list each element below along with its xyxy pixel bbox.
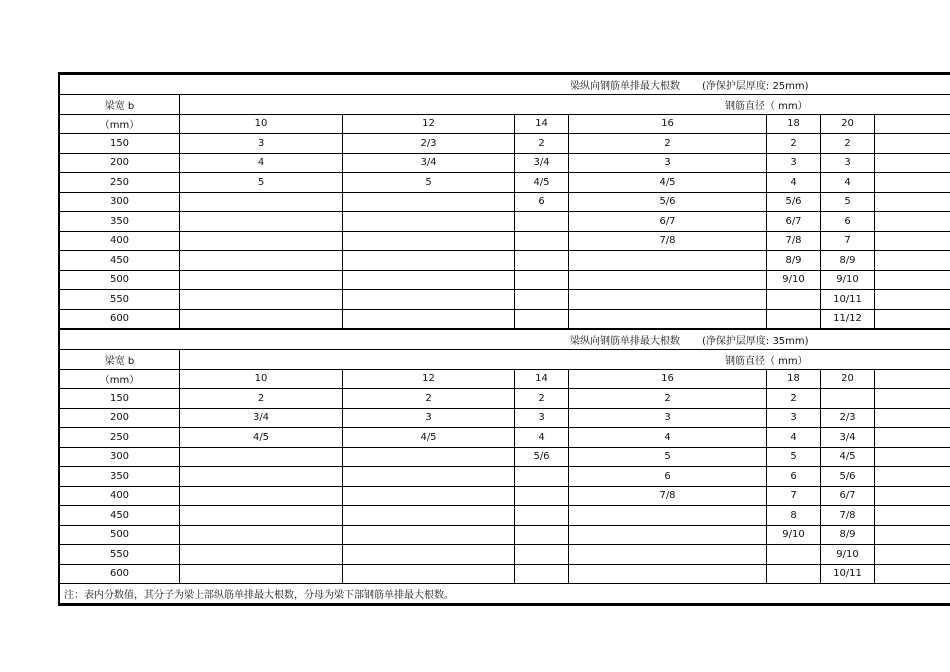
count-cell: 7/8 xyxy=(821,506,875,526)
count-cell: 4/5 xyxy=(821,447,875,467)
beam-width-cell: 400 xyxy=(60,486,180,506)
count-cell: 3 xyxy=(767,408,821,428)
table-row xyxy=(60,564,950,584)
empty-cell xyxy=(875,134,950,154)
count-cell xyxy=(767,309,821,329)
rebar-table xyxy=(59,74,950,604)
count-cell: 9/10 xyxy=(821,545,875,565)
table-row xyxy=(60,231,950,251)
table-note: 注：表内分数值，其分子为梁上部纵筋单排最大根数，分母为梁下部钢筋单排最大根数。 xyxy=(60,584,950,604)
count-cell xyxy=(569,525,767,545)
count-cell: 4/5 xyxy=(343,428,515,448)
count-cell: 3 xyxy=(180,134,343,154)
empty-cell xyxy=(875,369,950,389)
beam-width-cell: 600 xyxy=(60,309,180,329)
count-cell xyxy=(180,506,343,526)
table-row xyxy=(60,153,950,173)
count-cell: 9/10 xyxy=(767,270,821,290)
empty-cell xyxy=(875,231,950,251)
header-row xyxy=(60,350,950,370)
table-row xyxy=(60,134,950,154)
empty-cell xyxy=(875,251,950,271)
empty-cell xyxy=(875,153,950,173)
count-cell xyxy=(767,290,821,310)
diameter-header: 10 xyxy=(180,369,343,389)
count-cell xyxy=(515,486,569,506)
table-row xyxy=(60,545,950,565)
spreadsheet xyxy=(58,72,950,606)
beam-width-cell: 200 xyxy=(60,153,180,173)
beam-width-label: 梁宽 b xyxy=(60,95,180,115)
count-cell xyxy=(343,231,515,251)
count-cell xyxy=(515,290,569,310)
count-cell xyxy=(343,270,515,290)
count-cell: 4 xyxy=(515,428,569,448)
empty-cell xyxy=(875,290,950,310)
count-cell: 4/5 xyxy=(569,173,767,193)
count-cell: 3/4 xyxy=(515,153,569,173)
count-cell xyxy=(343,192,515,212)
section-title-row xyxy=(60,329,950,350)
empty-cell xyxy=(875,192,950,212)
count-cell xyxy=(343,251,515,271)
count-cell: 6 xyxy=(569,467,767,487)
table-row xyxy=(60,251,950,271)
count-cell: 4/5 xyxy=(515,173,569,193)
count-cell: 5 xyxy=(569,447,767,467)
diameter-header: 14 xyxy=(515,369,569,389)
empty-cell xyxy=(875,486,950,506)
beam-width-cell: 500 xyxy=(60,270,180,290)
count-cell xyxy=(343,486,515,506)
count-cell xyxy=(180,525,343,545)
count-cell xyxy=(343,290,515,310)
count-cell xyxy=(569,545,767,565)
count-cell: 8 xyxy=(767,506,821,526)
diameter-header: 20 xyxy=(821,369,875,389)
count-cell: 4 xyxy=(569,428,767,448)
count-cell xyxy=(180,486,343,506)
count-cell xyxy=(180,212,343,232)
count-cell xyxy=(569,270,767,290)
section-title xyxy=(60,329,950,350)
count-cell: 9/10 xyxy=(767,525,821,545)
empty-cell xyxy=(875,467,950,487)
count-cell: 2 xyxy=(767,134,821,154)
table-title: 梁纵向钢筋单排最大根数 xyxy=(570,81,680,92)
empty-cell xyxy=(875,309,950,329)
count-cell: 4/5 xyxy=(180,428,343,448)
count-cell: 5 xyxy=(821,192,875,212)
table-row xyxy=(60,173,950,193)
count-cell: 5 xyxy=(343,173,515,193)
beam-width-cell: 500 xyxy=(60,525,180,545)
diameter-header: 14 xyxy=(515,114,569,134)
count-cell xyxy=(569,506,767,526)
beam-width-cell: 250 xyxy=(60,173,180,193)
count-cell: 3/4 xyxy=(180,408,343,428)
empty-cell xyxy=(875,173,950,193)
count-cell xyxy=(180,447,343,467)
empty-cell xyxy=(875,114,950,134)
diameter-label: 钢筋直径（ mm） xyxy=(180,350,950,370)
table-row xyxy=(60,212,950,232)
count-cell: 7 xyxy=(821,231,875,251)
empty-cell xyxy=(875,506,950,526)
table-row xyxy=(60,408,950,428)
count-cell xyxy=(515,270,569,290)
table-row xyxy=(60,467,950,487)
count-cell: 7/8 xyxy=(569,486,767,506)
count-cell: 4 xyxy=(821,173,875,193)
count-cell: 2 xyxy=(343,389,515,409)
empty-cell xyxy=(875,270,950,290)
table-row xyxy=(60,309,950,329)
beam-width-cell: 350 xyxy=(60,212,180,232)
beam-width-cell: 550 xyxy=(60,545,180,565)
count-cell: 2/3 xyxy=(343,134,515,154)
count-cell: 2 xyxy=(515,134,569,154)
beam-width-cell: 550 xyxy=(60,290,180,310)
count-cell xyxy=(180,270,343,290)
beam-width-cell: 350 xyxy=(60,467,180,487)
beam-width-cell: 600 xyxy=(60,564,180,584)
count-cell xyxy=(569,564,767,584)
count-cell: 4 xyxy=(180,153,343,173)
cover-thickness: (净保护层厚度: 35mm) xyxy=(702,336,809,347)
count-cell xyxy=(180,231,343,251)
count-cell: 2/3 xyxy=(821,408,875,428)
count-cell: 6 xyxy=(821,212,875,232)
beam-width-label: 梁宽 b xyxy=(60,350,180,370)
count-cell: 8/9 xyxy=(821,251,875,271)
table-row xyxy=(60,447,950,467)
count-cell: 6 xyxy=(767,467,821,487)
count-cell: 6/7 xyxy=(569,212,767,232)
diameter-header: 18 xyxy=(767,369,821,389)
count-cell xyxy=(515,545,569,565)
count-cell: 8/9 xyxy=(821,525,875,545)
count-cell xyxy=(821,389,875,409)
count-cell: 7/8 xyxy=(569,231,767,251)
count-cell xyxy=(515,506,569,526)
count-cell xyxy=(515,467,569,487)
beam-width-cell: 150 xyxy=(60,389,180,409)
count-cell xyxy=(569,309,767,329)
count-cell: 5/6 xyxy=(821,467,875,487)
count-cell xyxy=(515,309,569,329)
count-cell: 10/11 xyxy=(821,290,875,310)
diameter-header: 20 xyxy=(821,114,875,134)
count-cell: 7/8 xyxy=(767,231,821,251)
table-row xyxy=(60,428,950,448)
count-cell: 5/6 xyxy=(569,192,767,212)
count-cell xyxy=(343,467,515,487)
count-cell xyxy=(343,545,515,565)
count-cell: 2 xyxy=(767,389,821,409)
count-cell: 5 xyxy=(180,173,343,193)
count-cell: 4 xyxy=(767,173,821,193)
count-cell: 7 xyxy=(767,486,821,506)
count-cell xyxy=(515,231,569,251)
count-cell: 2 xyxy=(821,134,875,154)
section-title xyxy=(60,75,950,95)
empty-cell xyxy=(875,408,950,428)
count-cell xyxy=(569,251,767,271)
count-cell: 5/6 xyxy=(515,447,569,467)
count-cell: 6 xyxy=(515,192,569,212)
count-cell xyxy=(180,564,343,584)
count-cell: 2 xyxy=(569,389,767,409)
header-row xyxy=(60,369,950,389)
count-cell: 3 xyxy=(569,153,767,173)
count-cell: 2 xyxy=(180,389,343,409)
count-cell: 3 xyxy=(821,153,875,173)
diameter-header: 12 xyxy=(343,114,515,134)
table-title: 梁纵向钢筋单排最大根数 xyxy=(570,336,680,347)
beam-width-cell: 200 xyxy=(60,408,180,428)
diameter-header: 16 xyxy=(569,114,767,134)
empty-cell xyxy=(875,212,950,232)
diameter-header: 12 xyxy=(343,369,515,389)
count-cell xyxy=(343,212,515,232)
count-cell: 3/4 xyxy=(343,153,515,173)
beam-width-cell: 300 xyxy=(60,192,180,212)
beam-width-cell: 400 xyxy=(60,231,180,251)
count-cell xyxy=(343,525,515,545)
cover-thickness: (净保护层厚度: 25mm) xyxy=(702,81,809,92)
count-cell: 2 xyxy=(515,389,569,409)
count-cell xyxy=(767,545,821,565)
beam-width-cell: 250 xyxy=(60,428,180,448)
empty-cell xyxy=(875,525,950,545)
diameter-header: 16 xyxy=(569,369,767,389)
table-row xyxy=(60,270,950,290)
count-cell xyxy=(767,564,821,584)
header-row xyxy=(60,114,950,134)
count-cell: 5/6 xyxy=(767,192,821,212)
count-cell xyxy=(343,309,515,329)
count-cell: 9/10 xyxy=(821,270,875,290)
count-cell: 11/12 xyxy=(821,309,875,329)
count-cell xyxy=(180,290,343,310)
count-cell: 10/11 xyxy=(821,564,875,584)
count-cell: 6/7 xyxy=(821,486,875,506)
count-cell xyxy=(515,525,569,545)
count-cell xyxy=(515,212,569,232)
section-title-row xyxy=(60,75,950,95)
unit-label: （mm） xyxy=(60,369,180,389)
beam-width-cell: 300 xyxy=(60,447,180,467)
diameter-header: 10 xyxy=(180,114,343,134)
count-cell: 3 xyxy=(515,408,569,428)
count-cell xyxy=(343,564,515,584)
empty-cell xyxy=(875,389,950,409)
table-row xyxy=(60,486,950,506)
diameter-header: 18 xyxy=(767,114,821,134)
header-row xyxy=(60,95,950,115)
table-row xyxy=(60,525,950,545)
empty-cell xyxy=(875,428,950,448)
beam-width-cell: 150 xyxy=(60,134,180,154)
empty-cell xyxy=(875,447,950,467)
count-cell xyxy=(343,506,515,526)
count-cell: 3 xyxy=(343,408,515,428)
table-row xyxy=(60,389,950,409)
count-cell: 3 xyxy=(767,153,821,173)
count-cell xyxy=(180,251,343,271)
unit-label: （mm） xyxy=(60,114,180,134)
count-cell xyxy=(180,467,343,487)
diameter-label: 钢筋直径（ mm） xyxy=(180,95,950,115)
count-cell: 8/9 xyxy=(767,251,821,271)
count-cell: 6/7 xyxy=(767,212,821,232)
count-cell: 4 xyxy=(767,428,821,448)
count-cell: 3 xyxy=(569,408,767,428)
count-cell xyxy=(515,564,569,584)
count-cell xyxy=(569,290,767,310)
count-cell xyxy=(180,545,343,565)
table-row xyxy=(60,290,950,310)
count-cell: 5 xyxy=(767,447,821,467)
beam-width-cell: 450 xyxy=(60,506,180,526)
count-cell: 2 xyxy=(569,134,767,154)
count-cell: 3/4 xyxy=(821,428,875,448)
empty-cell xyxy=(875,564,950,584)
beam-width-cell: 450 xyxy=(60,251,180,271)
table-row xyxy=(60,192,950,212)
count-cell xyxy=(515,251,569,271)
note-row xyxy=(60,584,950,604)
count-cell xyxy=(180,192,343,212)
count-cell xyxy=(180,309,343,329)
count-cell xyxy=(343,447,515,467)
table-row xyxy=(60,506,950,526)
empty-cell xyxy=(875,545,950,565)
